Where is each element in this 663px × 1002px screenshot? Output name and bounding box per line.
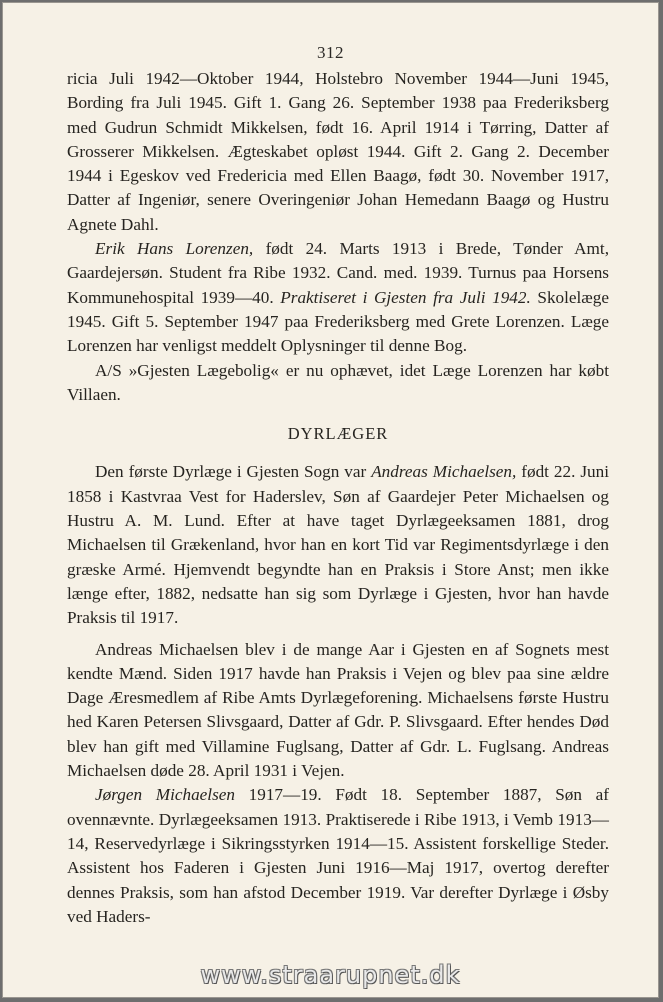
person-name: Jørgen Michaelsen xyxy=(95,785,235,805)
paragraph-andreas-michaelsen xyxy=(67,460,609,630)
paragraph-michaelsen-life: Andreas Michaelsen blev i de mange Aar i Gjesten en af Sognets mest kendte Mænd. Siden 1917 havde han Praksis i Vejen og blev paa sine ældre Dage Æresmedlem af Ribe Amts Dyrlægeforening. Michaelsens første Hustru hed Karen Petersen Slivsgaard, Datter af Gdr. P. Slivsgaard. Efter hendes Død blev han gift med Villamine Fuglsang, Datter af Gdr. L. Fuglsang. Andreas Michaelsen døde 28. April 1931 i Vejen. xyxy=(67,639,609,781)
paragraph-text: Skolelæge 1945. Gift 5. September 1947 paa Frederiksberg med Grete Lorenzen. Læge Lorenzen har venligst meddelt Oplysninger til denne Bog. xyxy=(67,287,609,356)
section-heading: DYRLÆGER xyxy=(287,424,389,444)
paragraph-text: Den første Dyrlæge i Gjesten Sogn var xyxy=(95,462,372,482)
italic-text: Praktiseret i Gjesten fra Juli 1942. xyxy=(280,287,531,307)
person-name: Andreas Michaelsen, xyxy=(371,462,517,482)
paragraph-text: 1917—19. Født 18. September 1887, Søn af ovennævnte. Dyrlægeeksamen 1913. Praktiserede i Ribe 1913, i Vemb 1913—14, Reservedyrlæge i Sikringsstyrken 1914—15. Assistent forskellige Steder. Assistent hos Faderen i Gjesten Juni 1916—Maj 1917, overtog derefter dennes Praksis, som han afstod December 1919. Var derefter Dyrlæge i Øsby ved Haders- xyxy=(67,785,609,926)
paragraph-continuation: ricia Juli 1942—Oktober 1944, Holstebro November 1944—Juni 1945, Bording fra Juli 1945. Gift 1. Gang 26. September 1938 paa Frederiksberg med Gudrun Schmidt Mikkelsen, født 16. April 1914 i Tørring, Datter af Grosserer Mikkelsen. Ægteskabet opløst 1944. Gift 2. Gang 2. December 1944 i Egeskov ved Fredericia med Ellen Baagø, født 30. November 1917, Datter af Ingeniør, senere Overingeniør Johan Hemedann Baagø og Hustru Agnete Dahl. xyxy=(67,69,609,234)
paragraph-text: født 22. Juni 1858 i Kastvraa Vest for Haderslev, Søn af Gaardejer Peter Michaelsen og Hustru A. M. Lund. Efter at have taget Dyrlægeeksamen 1881, drog Michaelsen til Grækenland, hvor han en kort Tid var Regimentsdyrlæge i den græske Armé. Hjemvendt begyndte han en Praksis i Store Anst; men ikke længe efter, 1882, nedsatte han sig som Dyrlæge i Gjesten, hvor han havde Praksis til 1917. xyxy=(67,462,609,628)
paragraph-text: født 24. Marts 1913 i Brede, Tønder Amt, Gaardejersøn. Student fra Ribe 1932. Cand. med. 1939. Turnus paa Horsens Kommunehospital 1939—40. xyxy=(67,239,609,307)
person-name: Erik Hans Lorenzen, xyxy=(95,239,254,259)
body-text xyxy=(67,67,609,929)
paragraph-jorgen-michaelsen xyxy=(67,783,609,929)
page-number: 312 xyxy=(317,43,344,62)
book-page xyxy=(2,2,659,998)
paragraph-lorenzen xyxy=(67,237,609,358)
watermark: www.straarupnet.dk xyxy=(200,961,461,989)
paragraph-laegebolig: A/S »Gjesten Lægebolig« er nu ophævet, idet Læge Lorenzen har købt Villaen. xyxy=(67,360,609,404)
